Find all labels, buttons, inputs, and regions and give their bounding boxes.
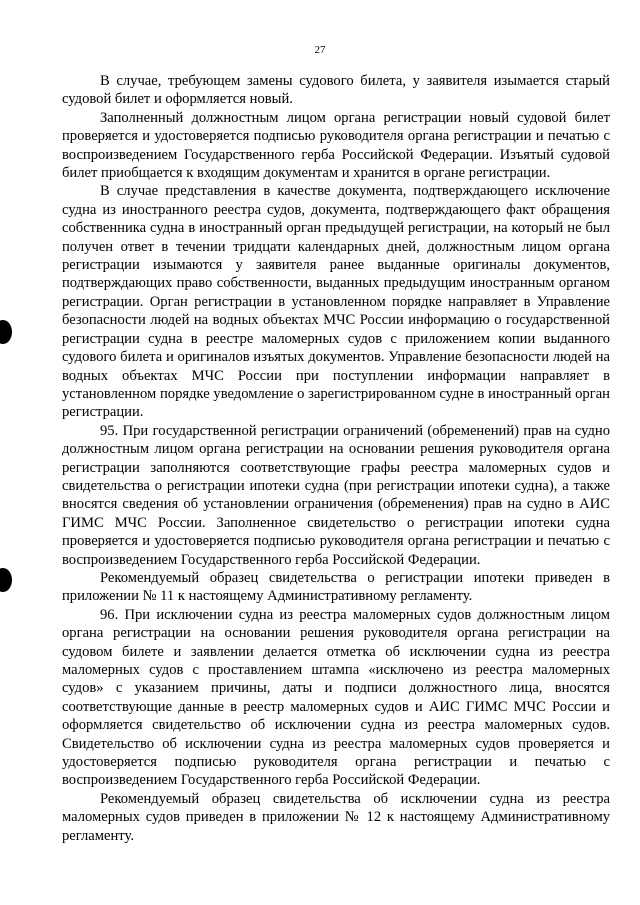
page-number: 27 [314, 44, 326, 56]
paragraph-exclusion-certificate-sample: Рекомендуемый образец свидетельства об исключении судна из реестра маломерных судов приведен в приложении № 12 к настоящему Административному регламенту. [62, 790, 610, 844]
paragraph-ticket-replacement: В случае, требующем замены судового билета, у заявителя изымается старый судовой билет и оформляется новый. [62, 73, 610, 108]
paragraph-96-registry-exclusion: 96. При исключении судна из реестра маломерных судов должностным лицом органа регистрации на основании решения руководителя органа регистрации на судовом билете и заявлении делается отметка об исключении судна из реестра маломерных судов с проставлением штампа «исключено из реестра маломерных судов» с указанием причины, даты и подписи должностного лица, вносятся соответствующие данные в реестр маломерных судов и АИС ГИМС МЧС России и оформляется свидетельство об исключении судна из реестра маломерных судов. Свидетельство об исключении судна из реестра маломерных судов проверяется и удостоверяется подписью руководителя органа регистрации и печатью с воспроизведением Государственного герба Российской Федерации. [62, 606, 610, 789]
paragraph-foreign-registry-exclusion: В случае представления в качестве документа, подтверждающего исключение судна из иностранного реестра судов, документа, подтверждающего факт обращения собственника судна в иностранный орган предыдущей регистрации, на который не был получен ответ в течении тридцати календарных дней, должностным лицом органа регистрации изымаются у заявителя ранее выданные оригиналы документов, подтверждающих право собственности, выданных предыдущим иностранным органом регистрации. Орган регистрации в установленном порядке направляет в Управление безопасности людей на водных объектах МЧС России информацию о государственной регистрации судна в реестре маломерных судов с приложением копии выданного судового билета и оригиналов изъятых документов. Управление безопасности людей на водных объектах МЧС России при поступлении информации направляет в установленном порядке уведомление о зарегистрированном судне в иностранный орган регистрации. [62, 183, 610, 421]
paragraph-95-encumbrance-registration: 95. При государственной регистрации ограничений (обременений) прав на судно должностным лицом органа регистрации на основании решения руководителя органа регистрации заполняются соответствующие графы реестра маломерных судов и свидетельства о регистрации ипотеки судна (при регистрации ипотеки судна), а также вносятся сведения об установлении ограничения (обременения) прав на судно в АИС ГИМС МЧС России. Заполненное свидетельство о регистрации ипотеки судна проверяется и удостоверяется подписью руководителя органа регистрации и печатью с воспроизведением Государственного герба Российской Федерации. [62, 422, 610, 568]
punch-hole-mark [0, 568, 12, 592]
document-body [62, 72, 610, 845]
punch-hole-mark [0, 320, 12, 344]
paragraph-new-ticket-verification: Заполненный должностным лицом органа регистрации новый судовой билет проверяется и удостоверяется подписью руководителя органа регистрации и печатью с воспроизведением Государственного герба Российской Федерации. Изъятый судовой билет приобщается к входящим документам и хранится в органе регистрации. [62, 109, 610, 182]
paragraph-mortgage-certificate-sample: Рекомендуемый образец свидетельства о регистрации ипотеки приведен в приложении № 11 к настоящему Административному регламенту. [62, 569, 610, 605]
